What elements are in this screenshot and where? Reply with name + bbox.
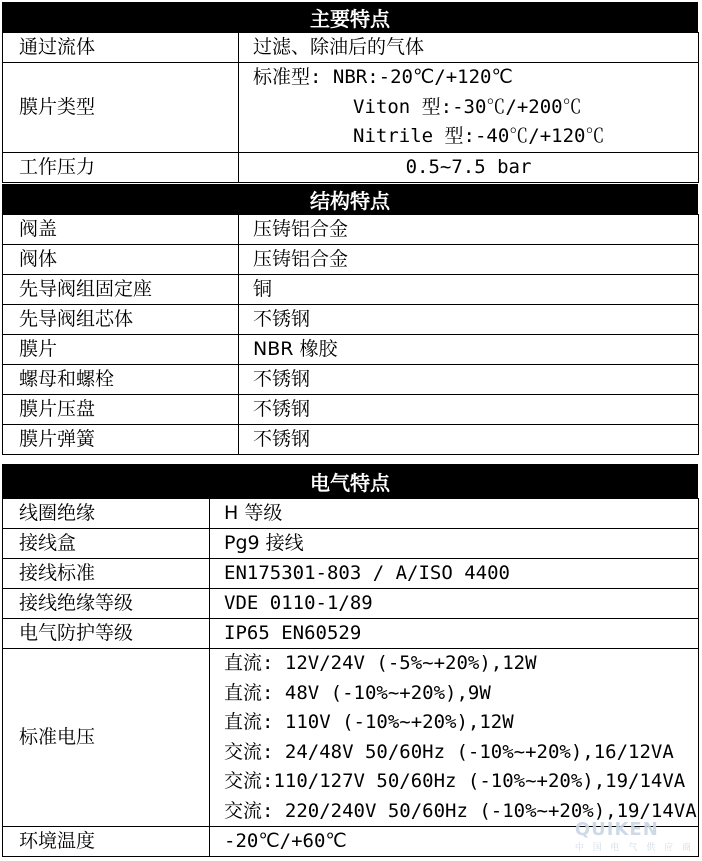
row-label: 膜片弹簧 [3, 425, 239, 455]
row-value: 过滤、除油后的气体 [239, 33, 699, 63]
section-title: 结构特点 [310, 188, 390, 213]
row-label: 膜片类型 [3, 63, 239, 153]
table-row [3, 619, 699, 649]
section-header-structure [2, 184, 698, 214]
electrical-table [2, 498, 699, 857]
row-value: 不锈钢 [239, 365, 699, 395]
row-label: 膜片压盘 [3, 395, 239, 425]
row-value: 不锈钢 [239, 305, 699, 335]
value-line: 直流: 48V (-10%~+20%),9W [224, 681, 491, 704]
row-value: -20℃/+60℃ [210, 827, 699, 857]
row-label: 接线绝缘等级 [3, 589, 210, 619]
value-line: 交流: 24/48V 50/60Hz (-10%~+20%),16/12VA [224, 740, 674, 763]
row-value: 铜 [239, 275, 699, 305]
row-value: 不锈钢 [239, 395, 699, 425]
value-line: Viton 型:-30℃/+200℃ [353, 95, 582, 118]
row-value-multiline [210, 649, 699, 827]
row-value-multiline [239, 63, 699, 153]
row-label: 膜片 [3, 335, 239, 365]
row-value: 不锈钢 [239, 425, 699, 455]
structure-table [2, 214, 699, 455]
row-value: 压铸铝合金 [239, 215, 699, 245]
row-value: 压铸铝合金 [239, 245, 699, 275]
table-row [3, 215, 699, 245]
table-row [3, 305, 699, 335]
row-value: EN175301-803 / A/ISO 4400 [210, 559, 699, 589]
table-row [3, 649, 699, 827]
table-row [3, 529, 699, 559]
row-label: 电气防护等级 [3, 619, 210, 649]
row-label: 阀体 [3, 245, 239, 275]
table-row [3, 335, 699, 365]
row-value: Pg9 接线 [210, 529, 699, 559]
table-row [3, 365, 699, 395]
table-row [3, 245, 699, 275]
table-row [3, 425, 699, 455]
section-header-main-features [2, 2, 698, 32]
table-row [3, 395, 699, 425]
table-row [3, 499, 699, 529]
watermark-sub: 中 国 电 气 供 应 商 [574, 843, 694, 853]
watermark-logo [575, 819, 694, 853]
row-label: 接线标准 [3, 559, 210, 589]
row-value: NBR 橡胶 [239, 335, 699, 365]
row-label: 线圈绝缘 [3, 499, 210, 529]
table-row [3, 33, 699, 63]
row-label: 接线盒 [3, 529, 210, 559]
row-label: 先导阀组固定座 [3, 275, 239, 305]
table-row [3, 63, 699, 153]
watermark-main: QUIKEN [574, 819, 659, 840]
section-title: 电气特点 [310, 470, 390, 495]
row-value: VDE 0110-1/89 [210, 589, 699, 619]
row-label: 工作压力 [3, 153, 239, 183]
row-value: IP65 EN60529 [210, 619, 699, 649]
value-line: 直流: 110V (-10%~+20%),12W [224, 711, 514, 733]
row-value: H 等级 [210, 499, 699, 529]
main-features-table [2, 32, 699, 183]
row-label: 螺母和螺栓 [3, 365, 239, 395]
row-label: 标准电压 [3, 649, 210, 827]
table-row [3, 559, 699, 589]
table-row [3, 275, 699, 305]
value-line: 交流: 220/240V 50/60Hz (-10%~+20%),19/14VA [224, 799, 697, 822]
value-line: Nitrile 型:-40℃/+120℃ [353, 125, 605, 148]
value-line: 交流:110/127V 50/60Hz (-10%~+20%),19/14VA [224, 770, 686, 792]
table-row [3, 589, 699, 619]
row-label: 阀盖 [3, 215, 239, 245]
row-value: 0.5~7.5 bar [239, 153, 699, 183]
value-line: 标准型: NBR:-20℃/+120℃ [253, 66, 513, 89]
row-label: 通过流体 [3, 33, 239, 63]
row-label: 环境温度 [3, 827, 210, 857]
table-row [3, 153, 699, 183]
section-header-electrical [2, 464, 698, 498]
section-title: 主要特点 [310, 6, 390, 31]
value-line: 直流: 12V/24V (-5%~+20%),12W [224, 652, 537, 674]
row-label: 先导阀组芯体 [3, 305, 239, 335]
